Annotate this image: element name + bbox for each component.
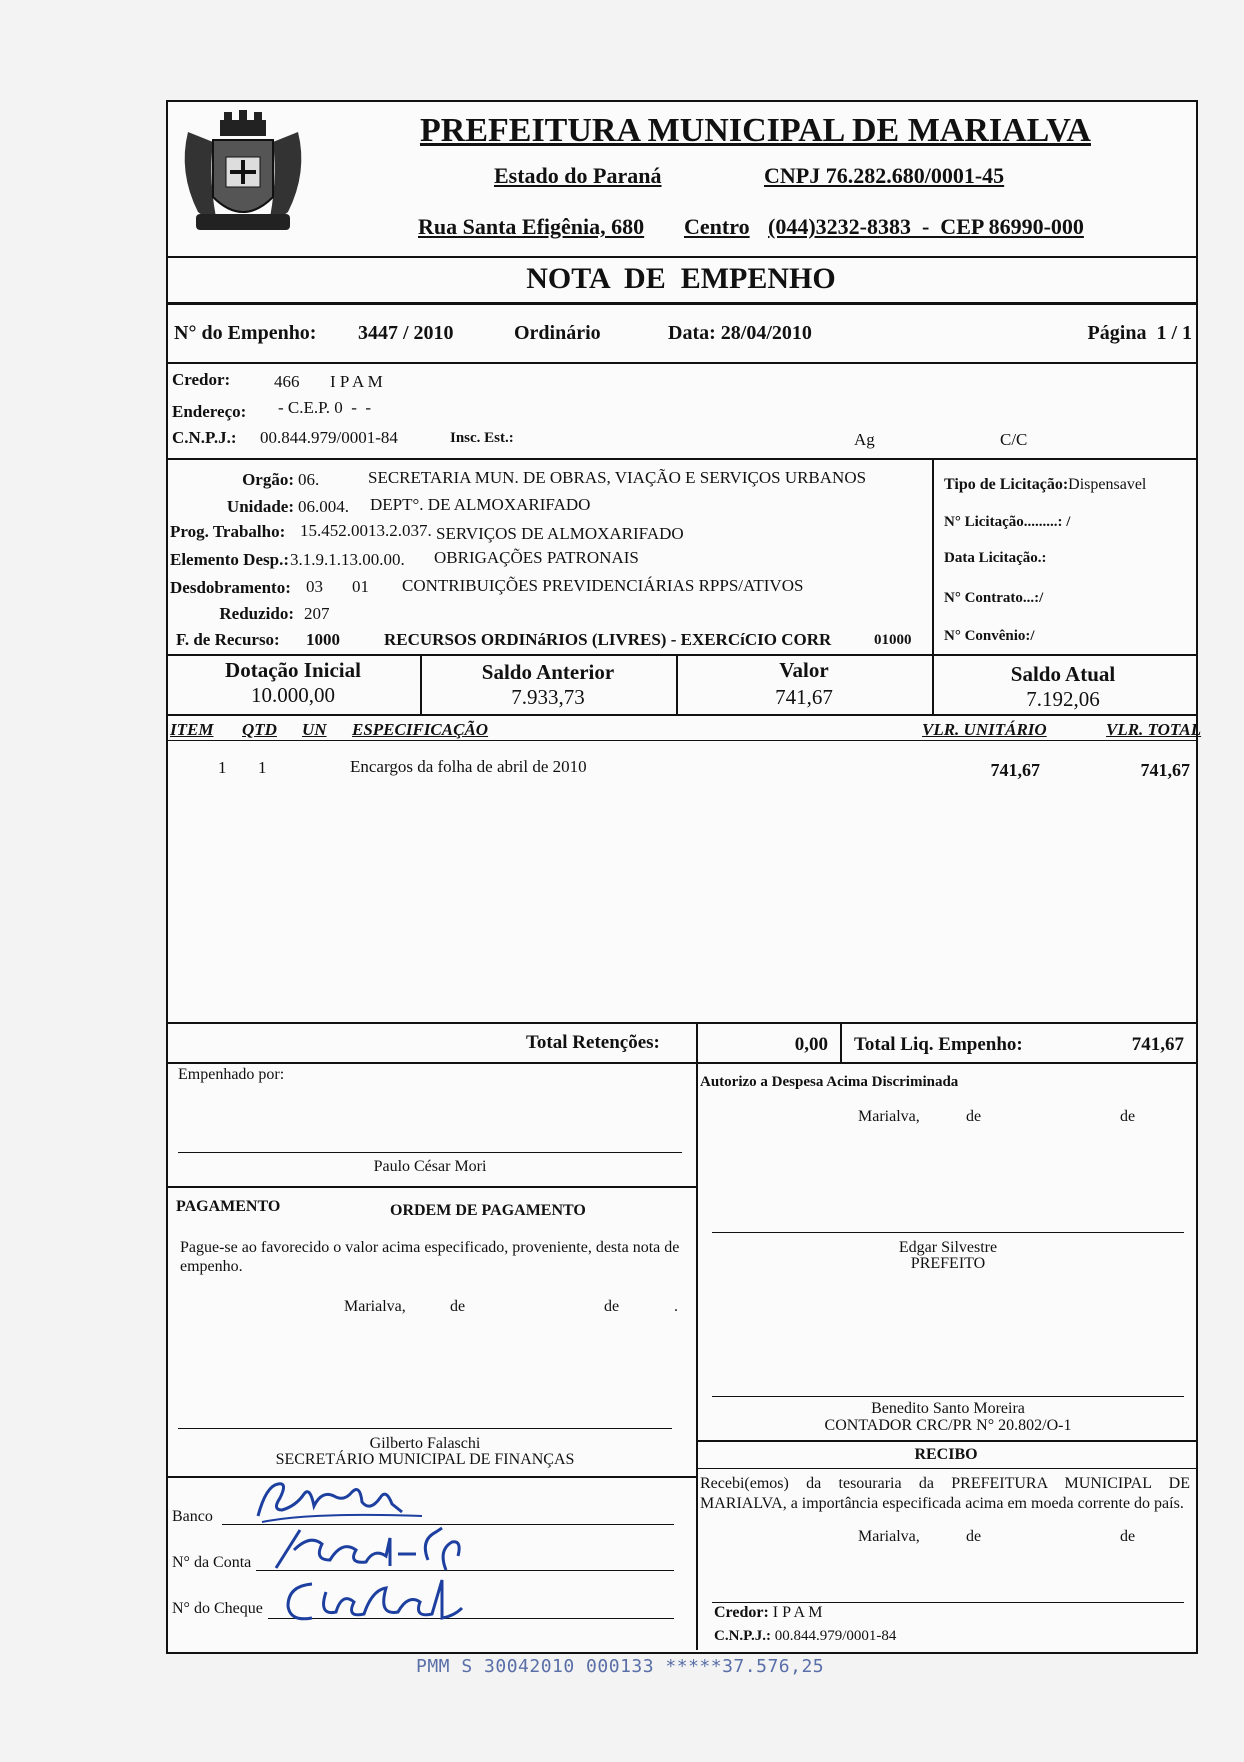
table-row-unit-value: 741,67 [990,760,1040,780]
desdobramento-name: CONTRIBUIÇÕES PREVIDENCIÁRIAS RPPS/ATIVOS [402,576,804,595]
licitacao-tipo [944,476,1146,494]
pagamento-text: Pague-se ao favorecido o valor acima especificado, proveniente, desta nota de empenho. [180,1239,680,1275]
signature-line [712,1602,1184,1603]
saldo-anterior-label: Saldo Anterior [481,660,615,684]
unidade-label: Unidade: [226,497,294,516]
saldo-atual-value: 7.192,06 [1026,687,1100,711]
prog-code: 15.452.0013.2.037. [300,521,432,540]
orgao-name: SECRETARIA MUN. DE OBRAS, VIAÇÃO E SERVIÇOS URBANOS [368,468,867,487]
liquido-label: Total Liq. Empenho: [854,1034,1023,1055]
prefeito-title: PREFEITO [910,1255,986,1272]
autorizo-city: Marialva, [858,1108,920,1125]
reduzido-value: 207 [304,604,330,623]
empenho-type: Ordinário [514,322,601,344]
orgao-code: 06. [298,470,320,489]
conta-label: N° da Conta [172,1554,252,1571]
cnpj-label: C.N.P.J.: [172,428,237,447]
dotacao-label: Dotação Inicial [225,658,361,682]
recibo-de2: de [1120,1528,1136,1545]
divider [166,256,1196,258]
signature-line [178,1428,672,1429]
elemento-code: 3.1.9.1.13.00.00. [290,550,405,569]
valor-value: 741,67 [775,685,833,709]
divider [166,1062,1196,1064]
divider [166,1022,1196,1024]
recurso-code: 1000 [306,630,340,649]
table-row-total-value: 741,67 [1140,760,1190,780]
col-spec: ESPECIFICAÇÃO [352,720,489,739]
pagamento-de2: de [604,1298,620,1315]
recibo-city: Marialva, [858,1528,920,1545]
recibo-cnpj-label: C.N.P.J.: [714,1628,771,1644]
valor-label: Valor [779,658,829,682]
recibo-title: RECIBO [914,1446,978,1463]
header-state: Estado do Paraná [494,163,662,188]
licitacao-numero: N° Licitação.........: / [944,514,1071,530]
desdobramento-code2: 01 [352,577,369,596]
recurso-name: RECURSOS ORDINáRIOS (LIVRES) - EXERCíCIO CORR [384,630,832,649]
header-title: PREFEITURA MUNICIPAL DE MARIALVA [420,112,1091,149]
divider [696,1440,1196,1442]
licitacao-tipo-value: Dispensavel [1068,476,1147,493]
authentication-stamp: PMM S 30042010 000133 *****37.576,25 [416,1656,825,1677]
prog-name: SERVIÇOS DE ALMOXARIFADO [436,524,684,543]
secretario-title: SECRETÁRIO MUNICIPAL DE FINANÇAS [275,1451,575,1468]
recurso-code2: 01000 [874,632,912,648]
signature-line [178,1152,682,1153]
cheque-label: N° do Cheque [172,1600,263,1617]
recibo-de1: de [966,1528,982,1545]
liquido-value: 741,67 [1131,1034,1184,1055]
signature-line [712,1232,1184,1233]
empenho-date: Data: 28/04/2010 [668,322,812,344]
prefeito-name: Edgar Silvestre [898,1239,998,1256]
prog-label: Prog. Trabalho: [170,522,286,541]
convenio-numero: N° Convênio:/ [944,628,1035,644]
saldo-atual-label: Saldo Atual [1010,662,1116,686]
empenho-number-label: N° do Empenho: [174,322,317,344]
divider [166,654,1196,656]
insc-label: Insc. Est.: [450,430,514,446]
orgao-label: Orgão: [242,470,294,489]
secretario-name: Gilberto Falaschi [369,1435,481,1452]
empenhado-label: Empenhado por: [178,1066,285,1083]
autorizo-de1: de [966,1108,982,1125]
desdobramento-code1: 03 [306,577,323,596]
conta-handwriting [270,1520,470,1576]
recurso-label: F. de Recurso: [176,630,280,649]
ordem-pagamento-label: ORDEM DE PAGAMENTO [390,1202,586,1219]
retencoes-value: 0,00 [794,1034,828,1055]
cheque-handwriting [282,1572,472,1628]
recibo-credor-value: I P A M [772,1604,823,1621]
table-row-item: 1 [218,758,227,777]
conta-corrente-label: C/C [1000,430,1028,449]
retencoes-label: Total Retenções: [526,1032,660,1053]
empenhado-name: Paulo César Mori [373,1158,487,1175]
pagamento-dot: . [674,1298,678,1315]
credor-label: Credor: [172,370,231,389]
banco-label: Banco [172,1508,213,1525]
pagamento-de1: de [450,1298,466,1315]
saldo-anterior-value: 7.933,73 [511,685,585,709]
divider [696,1468,1196,1469]
table-row-spec: Encargos da folha de abril de 2010 [350,757,587,776]
prefeito-block [712,1240,1184,1272]
recibo-credor-label: Credor: [714,1604,769,1621]
empenho-number: 3447 / 2010 [358,322,454,344]
divider [166,740,1196,741]
col-un: UN [302,720,327,739]
elemento-name: OBRIGAÇÕES PATRONAIS [434,548,639,567]
dotacao-value: 10.000,00 [251,683,335,707]
divider [166,1186,696,1188]
credor-code: 466 [274,372,300,391]
pagamento-city: Marialva, [344,1298,406,1315]
endereco-label: Endereço: [172,402,247,421]
signature-line [712,1396,1184,1397]
header-address: Rua Santa Efigênia, 680 [418,214,645,239]
desdobramento-label: Desdobramento: [170,578,291,597]
agencia-label: Ag [854,430,875,449]
contador-title: CONTADOR CRC/PR N° 20.802/O-1 [824,1417,1072,1434]
licitacao-tipo-label: Tipo de Licitação: [944,476,1069,493]
divider [696,1022,698,1064]
credor-name: I P A M [330,372,383,391]
recibo-credor [714,1604,822,1622]
table-row-qtd: 1 [258,758,267,777]
col-total-value: VLR. TOTAL [1106,720,1202,739]
divider [166,362,1196,364]
divider [166,302,1196,305]
header-cnpj: CNPJ 76.282.680/0001-45 [764,163,1005,188]
recibo-text: Recebi(emos) da tesouraria da PREFEITURA MUNICIPAL DE MARIALVA, a importância especificada acima em moeda corrente do país. [700,1475,1190,1512]
coat-of-arms-logo [168,102,318,252]
unidade-name: DEPT°. DE ALMOXARIFADO [370,495,591,514]
contrato-numero: N° Contrato...:/ [944,590,1044,606]
unidade-code: 06.004. [298,497,349,516]
header-district: Centro [684,214,750,239]
licitacao-data: Data Licitação.: [944,550,1047,566]
reduzido-label: Reduzido: [219,604,294,623]
autorizo-de2: de [1120,1108,1136,1125]
autorizo-text: Autorizo a Despesa Acima Discriminada [700,1074,959,1090]
divider [166,458,1196,460]
secretario-block [178,1436,672,1468]
endereco-value: - C.E.P. 0 - - [278,398,372,417]
elemento-label: Elemento Desp.: [170,550,289,569]
pagamento-label: PAGAMENTO [176,1198,281,1215]
col-item: ITEM [170,720,214,739]
divider [696,1062,698,1650]
header-phone-cep: (044)3232-8383 - CEP 86990-000 [768,214,1084,239]
contador-block [712,1400,1184,1434]
divider [166,714,1196,716]
cnpj-value: 00.844.979/0001-84 [260,428,398,447]
page-number: Página 1 / 1 [1087,322,1192,344]
recibo-cnpj [714,1628,896,1645]
col-qtd: QTD [242,720,277,739]
contador-name: Benedito Santo Moreira [871,1400,1025,1417]
recibo-cnpj-value: 00.844.979/0001-84 [774,1628,897,1644]
col-unit-value: VLR. UNITÁRIO [922,720,1047,739]
divider [840,1022,842,1064]
divider [932,458,934,654]
document-title: NOTA DE EMPENHO [526,262,836,295]
